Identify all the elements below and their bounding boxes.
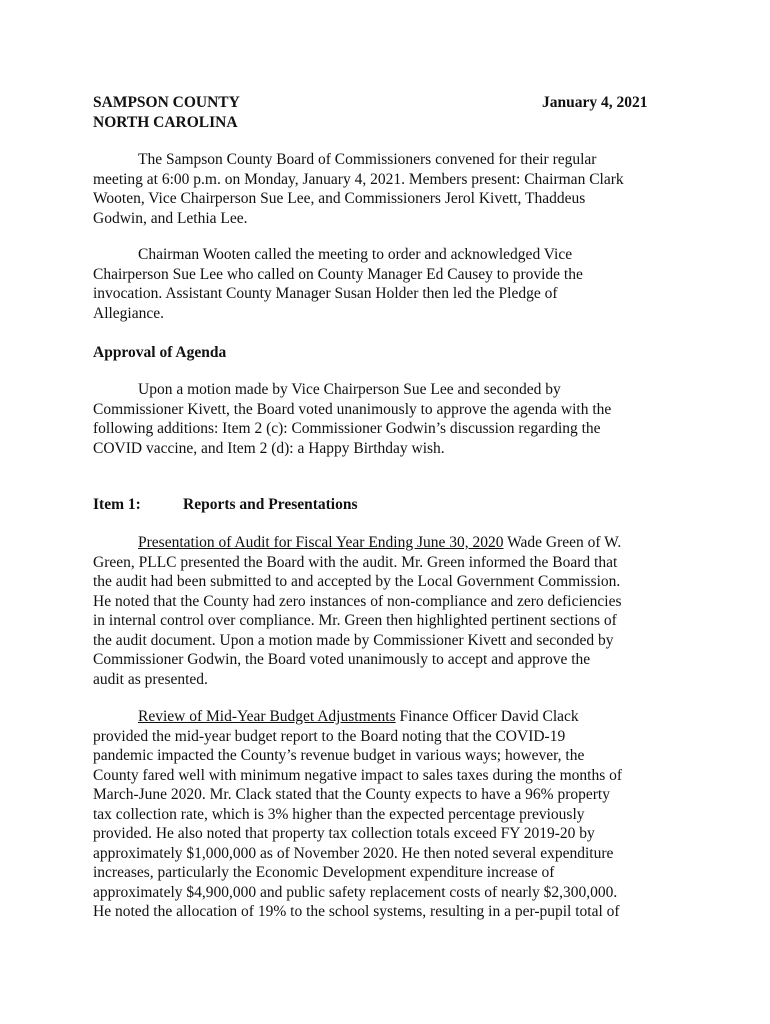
header-date: January 4, 2021 bbox=[542, 94, 648, 111]
audit-paragraph bbox=[93, 533, 673, 689]
approval-of-agenda-heading: Approval of Agenda bbox=[93, 344, 227, 361]
intro-paragraph bbox=[93, 150, 673, 228]
paragraph-line: following additions: Item 2 (c): Commissioner Godwin’s discussion regarding the bbox=[93, 420, 601, 437]
paragraph-line: Commissioner Kivett, the Board voted unanimously to approve the agenda with the bbox=[93, 400, 612, 418]
audit-section-title: Presentation of Audit for Fiscal Year Ending June 30, 2020 bbox=[138, 534, 504, 551]
paragraph-line: Chairperson Sue Lee who called on County Manager Ed Causey to provide the bbox=[93, 265, 583, 283]
paragraph-line: Godwin, and Lethia Lee. bbox=[93, 209, 248, 227]
paragraph-text: Finance Officer David Clack bbox=[395, 708, 579, 725]
paragraph-line: in internal control over compliance. Mr. Green then highlighted pertinent sections of bbox=[93, 612, 617, 629]
paragraph-line: approximately $1,000,000 as of November 2020. He then noted several expenditure bbox=[93, 844, 614, 862]
header-location bbox=[93, 93, 240, 133]
paragraph-line: Commissioner Godwin, the Board voted unanimously to accept and approve the bbox=[93, 651, 591, 668]
item-number: Item 1: bbox=[93, 496, 141, 513]
paragraph-line: Allegiance. bbox=[93, 304, 165, 322]
paragraph-line: audit as presented. bbox=[93, 670, 208, 688]
item-title: Reports and Presentations bbox=[183, 496, 358, 513]
paragraph-line: March-June 2020. Mr. Clack stated that the County expects to have a 96% property bbox=[93, 786, 610, 803]
paragraph-line: increases, particularly the Economic Development expenditure increase of bbox=[93, 864, 555, 881]
paragraph-line: meeting at 6:00 p.m. on Monday, January 4, 2021. Members present: Chairman Clark bbox=[93, 170, 624, 188]
paragraph-line: County fared well with minimum negative impact to sales taxes during the months of bbox=[93, 766, 623, 784]
paragraph-line: provided the mid-year budget report to the Board noting that the COVID-19 bbox=[93, 727, 566, 745]
paragraph-line: Wooten, Vice Chairperson Sue Lee, and Commissioners Jerol Kivett, Thaddeus bbox=[93, 190, 586, 207]
paragraph-text: Wade Green of W. bbox=[503, 534, 622, 551]
paragraph-line bbox=[93, 533, 673, 553]
paragraph-line: He noted that the County had zero instances of non-compliance and zero deficiencies bbox=[93, 592, 622, 610]
paragraph-line: The Sampson County Board of Commissioners convened for their regular bbox=[138, 151, 597, 168]
paragraph-line: COVID vaccine, and Item 2 (d): a Happy Birthday wish. bbox=[93, 439, 445, 457]
paragraph-line: the audit had been submitted to and accepted by the Local Government Commission. bbox=[93, 573, 621, 590]
paragraph-line bbox=[93, 707, 673, 727]
paragraph-line: invocation. Assistant County Manager Susan Holder then led the Pledge of bbox=[93, 285, 558, 302]
call-to-order-paragraph bbox=[93, 245, 673, 323]
paragraph-line: Chairman Wooten called the meeting to order and acknowledged Vice bbox=[138, 246, 573, 263]
header-state: NORTH CAROLINA bbox=[93, 114, 238, 131]
paragraph-line: provided. He also noted that property tax collection totals exceed FY 2019-20 by bbox=[93, 825, 595, 842]
header-county: SAMPSON COUNTY bbox=[93, 94, 240, 111]
paragraph-line: Upon a motion made by Vice Chairperson Sue Lee and seconded by bbox=[138, 381, 561, 398]
budget-section-title: Review of Mid-Year Budget Adjustments bbox=[138, 708, 396, 725]
paragraph-line: pandemic impacted the County’s revenue budget in various ways; however, the bbox=[93, 747, 585, 764]
budget-paragraph bbox=[93, 707, 673, 922]
paragraph-line: tax collection rate, which is 3% higher than the expected percentage previously bbox=[93, 805, 585, 823]
paragraph-line: Green, PLLC presented the Board with the audit. Mr. Green informed the Board that bbox=[93, 553, 618, 571]
approval-paragraph bbox=[93, 380, 673, 458]
paragraph-line: approximately $4,900,000 and public safety replacement costs of nearly $2,300,000. bbox=[93, 883, 618, 901]
paragraph-line: the audit document. Upon a motion made by Commissioner Kivett and seconded by bbox=[93, 631, 614, 649]
paragraph-line: He noted the allocation of 19% to the school systems, resulting in a per-pupil total of bbox=[93, 903, 620, 920]
